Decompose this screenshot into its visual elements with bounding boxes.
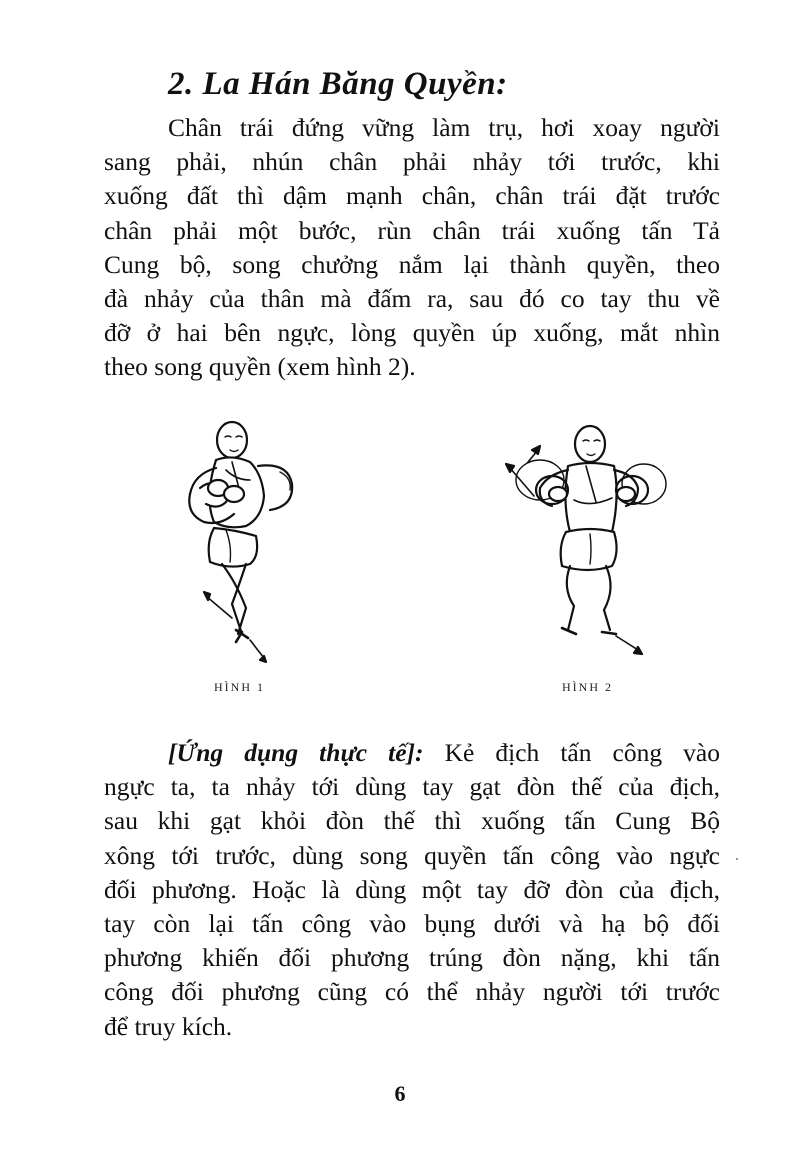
- paragraph-line: đối phương. Hoặc là dùng một tay đỡ đòn của địch,: [104, 874, 720, 904]
- paragraph-line: đỡ ở hai bên ngực, lòng quyền úp xuống, mắt nhìn: [104, 318, 720, 348]
- application-lead-in: [Ứng dụng thực tế]:: [168, 738, 424, 767]
- paragraph-line: đà nhảy của thân mà đấm ra, sau đó co tay thu về: [104, 284, 720, 314]
- page-number: 6: [394, 1081, 406, 1106]
- paragraph-line: [104, 736, 720, 770]
- paragraph-line: phương khiến đối phương trúng đòn nặng, khi tấn: [104, 943, 720, 973]
- paragraph-line: theo song quyền (xem hình 2).: [104, 352, 416, 382]
- figure-1-caption: HÌNH 1: [214, 680, 265, 694]
- paragraph-line: Cung bộ, song chưởng nắm lại thành quyền, theo: [104, 249, 720, 279]
- paragraph-line: để truy kích.: [104, 1011, 233, 1041]
- paragraph-line: công đối phương cũng có thể nhảy người tới trước: [104, 977, 720, 1007]
- figure-2: [488, 410, 668, 670]
- paragraph-line: ngực ta, ta nhảy tới dùng tay gạt đòn thế của địch,: [104, 772, 720, 802]
- application-paragraph: [104, 736, 720, 1044]
- paragraph-line: Chân trái đứng vững làm trụ, hơi xoay người: [168, 113, 720, 142]
- paragraph-line: chân phải một bước, rùn chân trái xuống tấn Tả: [104, 215, 720, 245]
- print-speck: [736, 858, 738, 860]
- figure-1: [170, 410, 320, 670]
- paragraph-line: sau khi gạt khỏi đòn thế thì xuống tấn Cung Bộ: [104, 806, 720, 836]
- monk-stance-figure-1-icon: [170, 410, 320, 670]
- paragraph-line: tay còn lại tấn công vào bụng dưới và hạ bộ đối: [104, 909, 720, 939]
- instruction-paragraph: [104, 111, 720, 385]
- paragraph-line: xuống đất thì dậm mạnh chân, chân trái đặt trước: [104, 181, 720, 211]
- paragraph-text: Kẻ địch tấn công vào: [423, 738, 720, 767]
- paragraph-line: xông tới trước, dùng song quyền tấn công vào ngực: [104, 840, 720, 870]
- monk-stance-figure-2-icon: [488, 410, 668, 670]
- section-heading: 2. La Hán Băng Quyền:: [168, 66, 508, 102]
- paragraph-line: sang phải, nhún chân phải nhảy tới trước, khi: [104, 147, 720, 177]
- figure-2-caption: HÌNH 2: [562, 680, 613, 694]
